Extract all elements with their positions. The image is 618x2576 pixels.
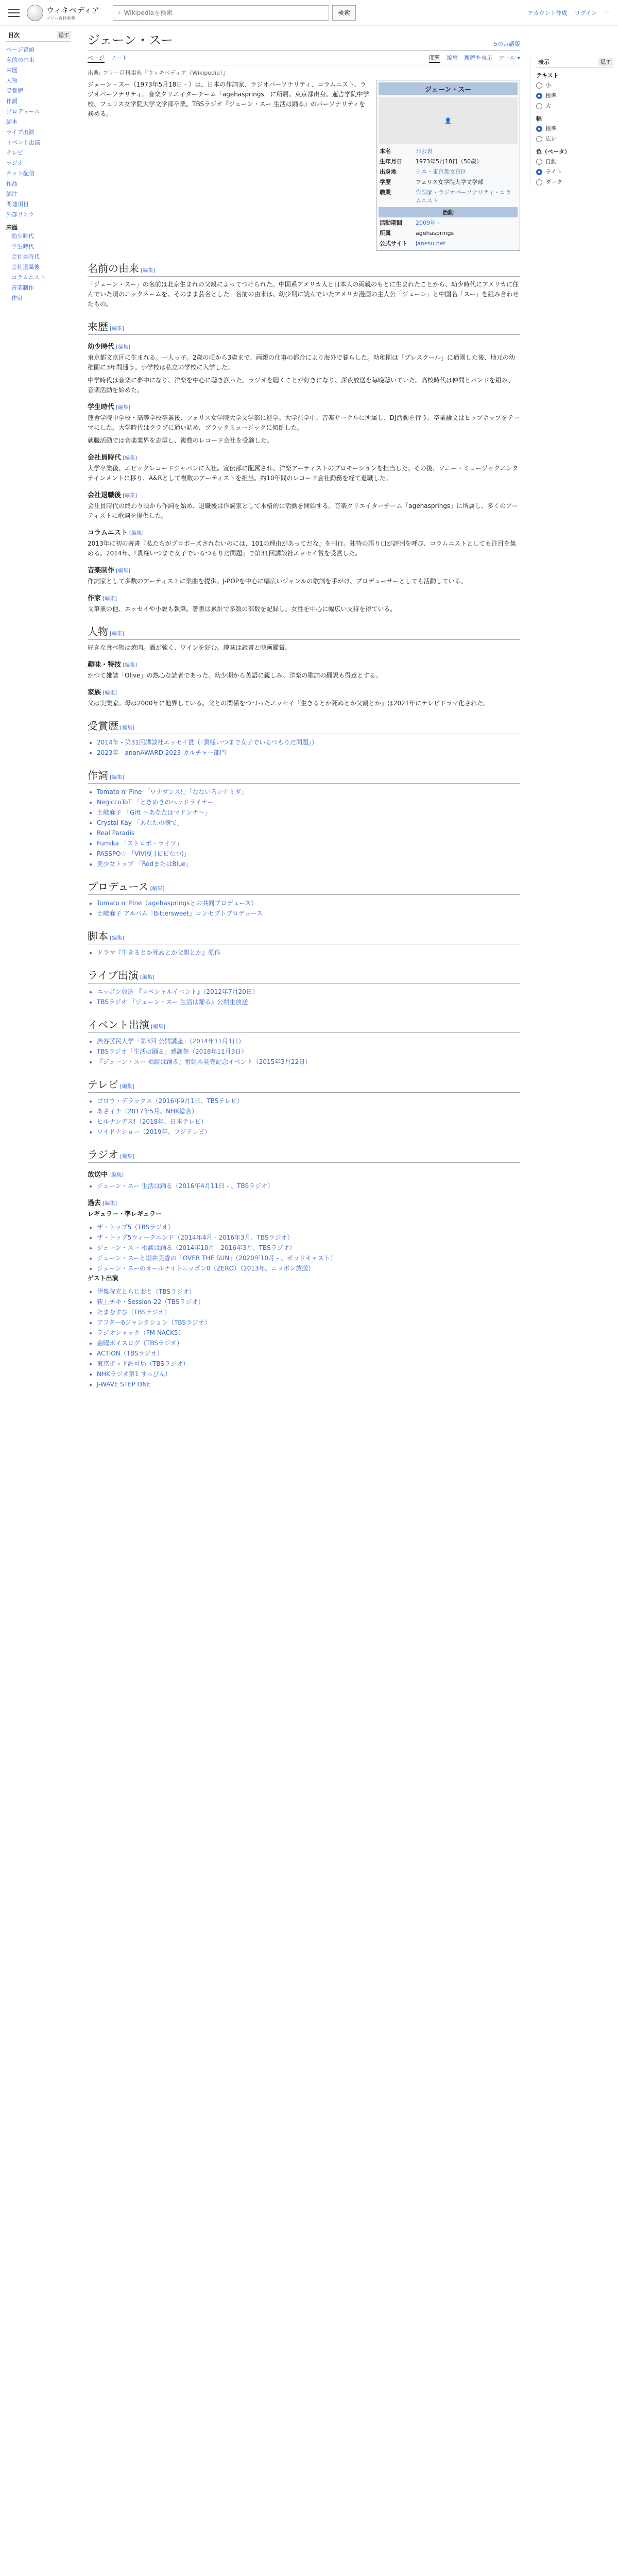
appearance-hide-button[interactable]: 隠す: [598, 58, 613, 66]
top-bar: [0, 0, 618, 26]
infobox-label: 公式サイト: [380, 240, 408, 247]
edit-link[interactable]: [編集]: [139, 268, 155, 274]
list-item[interactable]: • 美少女トップ 「RedまたはBlue」: [97, 859, 520, 869]
list-item[interactable]: • 2023年 - ananAWARD 2023 カルチャー部門: [97, 748, 520, 758]
section-heading: ラジオ [編集]: [88, 1146, 520, 1163]
article-sections: [88, 260, 520, 1389]
infobox-label: 生年月日: [380, 158, 402, 165]
infobox-row: [379, 146, 518, 156]
edit-link[interactable]: [編集]: [108, 326, 124, 332]
list-item[interactable]: • ジェーン・スーと堀井美香の「OVER THE SUN」（2020年10月 - 、ポッドキャスト）: [97, 1253, 520, 1263]
search-button[interactable]: 検索: [332, 5, 356, 21]
paragraph: 文筆業の他、エッセイや小説も執筆。著書は累計で多数の部数を記録し、女性を中心に幅広い支持を得ている。: [88, 605, 397, 613]
edit-link[interactable]: [編集]: [149, 1024, 165, 1030]
paragraph: 会社員時代の終わり頃から作詞を始め、退職後は作詞家として本格的に活動を開始する。音楽クリエイターチーム「agehasprings」に所属し、多くのアーティストに歌詞を提供した。: [88, 502, 518, 519]
portrait-placeholder: 👤: [379, 97, 518, 144]
radio-past-list: [97, 1222, 520, 1274]
radio-icon[interactable]: [536, 159, 542, 165]
radio-current-list: [97, 1181, 520, 1191]
paragraph: 東京都文京区に生まれる。一人っ子。2歳の頃から3歳まで、両親の仕事の都合により海外で暮らした。幼稚園は「ブレスクール」に通園した後、地元の幼稚園に3年間通う。小学校は私立の学校に入学した。: [88, 354, 515, 371]
list-item[interactable]: • Fumika 「ストロボ・ライツ」: [97, 838, 520, 849]
list-item[interactable]: • NHKラジオ第1 すっぴん!: [97, 1369, 520, 1379]
radio-guest-list: [97, 1286, 520, 1389]
list-item[interactable]: • あさイチ（2017年5月、NHK総合）: [97, 1106, 520, 1116]
list-item[interactable]: • 金曜ボイスログ（TBSラジオ）: [97, 1338, 520, 1348]
appearance-title: 表示: [538, 59, 550, 65]
list-item[interactable]: • 渋谷区民大学「第3回 公開講座」（2014年11月1日）: [97, 1036, 520, 1046]
toc-item[interactable]: 脚本: [6, 118, 18, 125]
article: [77, 26, 530, 1389]
edit-link[interactable]: [編集]: [101, 1201, 117, 1207]
option-color_opts[interactable]: ライト: [536, 167, 613, 177]
subsection-heading: 音楽制作 [編集]: [88, 567, 130, 574]
toc-sublist: [11, 231, 71, 303]
option-text_opts[interactable]: 標準: [536, 91, 613, 101]
list-item[interactable]: • ジェーン・スーのオールナイトニッポン0（ZERO）（2013年、ニッポン放送）: [97, 1263, 520, 1274]
list-item[interactable]: • TBSラジオ「生活は踊る」感謝祭（2018年11月3日）: [97, 1046, 520, 1057]
option-width_opts[interactable]: 標準: [536, 124, 613, 134]
toc-item[interactable]: 受賞歴: [6, 88, 23, 94]
more-menu-icon[interactable]: ⋯: [604, 8, 610, 15]
appearance-panel: [530, 26, 618, 1389]
toc-subitem[interactable]: 学生時代: [11, 243, 34, 250]
live-list: [97, 987, 520, 1007]
tab-page[interactable]: ページ: [88, 54, 105, 63]
list-item[interactable]: • Tomato n' Pine 「ワナダンス!」「なないろ☆ナミダ」: [97, 787, 520, 797]
edit-link[interactable]: [編集]: [114, 405, 130, 411]
infobox-value[interactable]: 2009年 -: [416, 219, 440, 226]
wikipedia-logo[interactable]: [27, 5, 99, 21]
infobox-value[interactable]: フェリス女学院大学文学部: [416, 179, 484, 185]
subsection-heading: 趣味・特技 [編集]: [88, 661, 137, 669]
tab-read[interactable]: 閲覧: [429, 54, 440, 63]
infobox-row: [379, 217, 518, 228]
subsection-heading: 会社員時代 [編集]: [88, 454, 137, 462]
toc-hide-button[interactable]: 隠す: [57, 31, 71, 39]
edit-link[interactable]: [編集]: [121, 493, 137, 499]
list-item[interactable]: • NegiccoToT 「ときめきのヘッドライナー」: [97, 797, 520, 807]
infobox: [376, 80, 520, 251]
user-links: [528, 9, 610, 17]
toc-subitem[interactable]: 会社退職後: [11, 264, 40, 270]
option-color_opts[interactable]: 自動: [536, 157, 613, 167]
infobox-title: ジェーン・スー: [379, 82, 518, 95]
tab-edit[interactable]: 編集: [447, 55, 458, 61]
edit-link[interactable]: [編集]: [148, 886, 165, 892]
toc-item[interactable]: ラジオ: [6, 160, 23, 166]
toc-item[interactable]: 脚注: [6, 191, 18, 197]
subsection-heading: コラムニスト [編集]: [88, 529, 144, 537]
paragraph: 「ジェーン・スー」の名前は北京生まれの父親によってつけられた。中国系アメリカ人と日本人の両親のもとに生まれたことから、幼少時代にアメリカに住んでいた頃のニックネームを、そのまま芸名とした。名前の由来は、幼少期に読んでいたアメリカ漫画の主人公「ジェーン」と中国名「スー」を組み合わせたもの。: [88, 281, 519, 308]
subsection-heading: 学生時代 [編集]: [88, 403, 130, 411]
list-item[interactable]: • ドラマ『生きるとか死ぬとか父親とか』原作: [97, 947, 520, 958]
list-item[interactable]: • 東京ポッド許可局（TBSラジオ）: [97, 1359, 520, 1369]
radio-guest-heading: ゲスト出演: [88, 1275, 118, 1282]
subsection-heading: 会社退職後 [編集]: [88, 492, 137, 499]
toc-sidebar: [0, 26, 77, 1389]
section-heading: 作詞 [編集]: [88, 767, 520, 784]
list-item[interactable]: • J-WAVE STEP ONE: [97, 1379, 520, 1389]
list-item[interactable]: • ラジオシャック（FM NACK5）: [97, 1328, 520, 1338]
toc-item[interactable]: ライブ出演: [6, 129, 35, 135]
subsection-heading: 幼少時代 [編集]: [88, 343, 130, 351]
toc-subitem[interactable]: 会社員時代: [11, 253, 40, 260]
section-heading: ライブ出演 [編集]: [88, 967, 520, 984]
section-heading: 来歴 [編集]: [88, 318, 520, 335]
paragraph: 父は実業家。母は2000年に他界している。父との関係をつづったエッセイ『生きるとか死ぬとか父親とか』は2021年にテレビドラマ化された。: [88, 700, 490, 707]
list-item[interactable]: • ザ・トップ5（TBSラジオ）: [97, 1222, 520, 1232]
paragraph: 2013年に初の著書『私たちがプロポーズされないのには、101の理由があってだな』を刊行。独特の語り口が評判を呼び、コラムニストとしても注目を集める。2014年、『貴様いつまで女子でいるつもりだ問題』で第31回講談社エッセイ賞を受賞した。: [88, 540, 517, 557]
toc-subitem[interactable]: コラムニスト: [11, 274, 45, 281]
infobox-label: 所属: [380, 230, 391, 236]
list-item[interactable]: • ワイドナショー（2019年、フジテレビ）: [97, 1127, 520, 1137]
list-item[interactable]: • 『ジェーン・スー 相談は踊る』番組本発売記念イベント（2015年3月22日）: [97, 1057, 520, 1067]
edit-link[interactable]: [編集]: [101, 596, 117, 602]
text-size-heading: テキスト: [536, 72, 559, 79]
globe-icon: [27, 5, 43, 21]
awards-list: [97, 737, 520, 758]
infobox-label: 職業: [380, 189, 391, 196]
infobox-row: [379, 166, 518, 177]
edit-link[interactable]: [編集]: [108, 631, 124, 637]
section-heading: 脚本 [編集]: [88, 928, 520, 944]
infobox-label: 活動期間: [380, 219, 402, 226]
toc-subhead: 来歴: [6, 224, 18, 231]
script-list: [97, 947, 520, 958]
list-item[interactable]: • Tomato n' Pine（agehaspringsとの共同プロデュース）: [97, 898, 520, 908]
search-input[interactable]: ⌕ Wikipediaを検索: [113, 5, 329, 21]
section-heading: プロデュース [編集]: [88, 878, 520, 895]
toc-item[interactable]: 関連項目: [6, 201, 29, 208]
section-heading: 人物 [編集]: [88, 623, 520, 640]
paragraph: 中学時代は音楽に夢中になり、洋楽を中心に聴き漁った。ラジオを聴くことが好きになり、深夜放送を毎晩聴いていた。高校時代は仲間とバンドを組み、音楽活動を始めた。: [88, 377, 514, 394]
paragraph: 蓮舎学院中学校・高等学校卒業後、フェリス女学院大学文学部に進学。大学在学中、音楽サークルに所属し、DJ活動を行う。卒業論文はヒップホップをテーマにした。大学時代はクラブに通い詰め、ブラックミュージックに傾倒した。: [88, 414, 520, 431]
list-item[interactable]: • 土岐麻子 「Gift ～あなたはマドンナ～」: [97, 807, 520, 818]
edit-link[interactable]: [編集]: [114, 568, 130, 574]
infobox-value[interactable]: agehasprings: [416, 229, 454, 236]
toc-list: [6, 45, 71, 220]
list-item[interactable]: • ジェーン・スー 生活は踊る（2016年4月11日 - 、TBSラジオ）: [97, 1181, 520, 1191]
toc-item[interactable]: 人物: [6, 77, 18, 84]
toc-item[interactable]: イベント出演: [6, 139, 40, 146]
list-item[interactable]: • 荻上チキ・Session-22（TBSラジオ）: [97, 1297, 520, 1307]
radio-icon[interactable]: [536, 93, 542, 99]
toc-item[interactable]: 作品: [6, 180, 18, 187]
list-item[interactable]: • 伊集院光とらじおと（TBSラジオ）: [97, 1286, 520, 1297]
radio-icon[interactable]: [536, 136, 542, 142]
option-text_opts[interactable]: 大: [536, 101, 613, 111]
tv-list: [97, 1096, 520, 1137]
toc-subitem[interactable]: 作家: [11, 295, 23, 301]
list-item[interactable]: • ザ・トップ5ウィークエンド（2014年4月 - 2016年3月、TBSラジオ）: [97, 1232, 520, 1243]
edit-link[interactable]: [編集]: [121, 663, 137, 668]
subsection-heading: 作家 [編集]: [88, 595, 117, 602]
radio-icon[interactable]: [536, 179, 542, 185]
main-menu-icon[interactable]: [8, 9, 20, 17]
create-account-link[interactable]: アカウント作成: [527, 9, 568, 16]
section-heading: テレビ [編集]: [88, 1076, 520, 1093]
list-item[interactable]: • ACTION（TBSラジオ）: [97, 1348, 520, 1359]
option-color_opts[interactable]: ダーク: [536, 177, 613, 188]
infobox-value[interactable]: 日本・東京都文京区: [416, 168, 467, 175]
toc-item[interactable]: 作詞: [6, 98, 18, 105]
infobox-label: 学歴: [380, 179, 391, 185]
paragraph: 作詞家として多数のアーティストに楽曲を提供。J-POPを中心に幅広いジャンルの歌詞を手がけ、プロデューサーとしても活動している。: [88, 578, 467, 585]
radio-sub-heading: レギュラー・準レギュラー: [88, 1210, 162, 1217]
logo-title: ウィキペディア: [46, 5, 99, 15]
list-item[interactable]: • アフター6ジャンクション（TBSラジオ）: [97, 1317, 520, 1328]
radio-icon[interactable]: [536, 169, 542, 175]
list-item[interactable]: • Crystal Kay 「あなたの傍で」: [97, 818, 520, 828]
edit-link[interactable]: [編集]: [127, 531, 144, 536]
toc-item[interactable]: プロデュース: [6, 108, 40, 115]
infobox-table-2: [379, 217, 518, 248]
infobox-row: [379, 187, 518, 206]
color-heading: 色（ベータ）: [536, 148, 570, 155]
toc-item[interactable]: 名前の由来: [6, 57, 35, 63]
list-item[interactable]: • 2014年 - 第31回講談社エッセイ賞（『貴様いつまで女子でいるつもりだ問題』）: [97, 737, 520, 748]
paragraph: 就職活動では音楽業界を志望し、複数のレコード会社を受験した。: [88, 437, 273, 444]
infobox-section: 活動: [379, 207, 518, 217]
infobox-row: [379, 156, 518, 166]
option-text_opts[interactable]: 小: [536, 80, 613, 91]
login-link[interactable]: ログイン: [574, 9, 597, 16]
list-item[interactable]: • ニッポン放送 『スペシャルイベント』（2012年7月20日）: [97, 987, 520, 997]
subsection-heading: 放送中 [編集]: [88, 1171, 124, 1179]
toc-subitem[interactable]: 幼少時代: [11, 233, 34, 240]
search-icon: ⌕: [117, 9, 121, 16]
edit-link[interactable]: [編集]: [108, 775, 124, 781]
radio-icon[interactable]: [536, 126, 542, 132]
list-item[interactable]: • PASSPO☆ 「ViVi夏 (ビビなつ)」: [97, 849, 520, 859]
paragraph: 大学卒業後、エピックレコードジャパンに入社。宣伝部に配属され、洋楽アーティストのプロモーションを担当した。その後、ソニー・ミュージックエンタテインメントに移り、A&Rとして複数のアーティストを担当。約10年間のレコード会社勤務を経て退職した。: [88, 465, 519, 482]
infobox-value[interactable]: 非公表: [416, 148, 433, 155]
edit-link[interactable]: [編集]: [101, 690, 117, 696]
page-tabs: [88, 54, 520, 65]
tab-talk[interactable]: ノート: [110, 55, 128, 61]
produce-list: [97, 898, 520, 919]
edit-link[interactable]: [編集]: [114, 345, 130, 350]
list-item[interactable]: • ジェーン・スー 相談は踊る（2014年10月 - 2016年3月、TBSラジオ）: [97, 1243, 520, 1253]
option-width_opts[interactable]: 広い: [536, 134, 613, 144]
language-button[interactable]: 5の言語版: [494, 41, 520, 47]
list-item[interactable]: • 土岐麻子 アルバム『Bittersweet』コンセプトプロデュース: [97, 908, 520, 919]
section-heading: 名前の由来 [編集]: [88, 260, 520, 277]
toc-item[interactable]: テレビ: [6, 149, 23, 156]
radio-icon[interactable]: [536, 103, 542, 109]
infobox-value[interactable]: 1973年5月18日（50歳）: [416, 158, 482, 165]
toc-item[interactable]: ネット配信: [6, 170, 35, 177]
toc-item[interactable]: 外部リンク: [6, 211, 35, 218]
subsection-heading: 過去 [編集]: [88, 1199, 117, 1207]
infobox-label: 出身地: [380, 168, 397, 175]
edit-link[interactable]: [編集]: [121, 455, 137, 461]
infobox-label: 本名: [380, 148, 391, 155]
subsection-heading: 家族 [編集]: [88, 689, 117, 697]
list-item[interactable]: • ゴロウ・デラックス（2016年9月1日、TBSテレビ）: [97, 1096, 520, 1106]
edit-link[interactable]: [編集]: [108, 936, 124, 941]
edit-link[interactable]: [編集]: [108, 1173, 124, 1178]
source-note: 出典: フリー百科事典『ウィキペディア（Wikipedia）』: [88, 70, 229, 76]
event-list: [97, 1036, 520, 1067]
lyrics-list: [97, 787, 520, 869]
list-item[interactable]: • たまむすび（TBSラジオ）: [97, 1307, 520, 1317]
logo-subtitle: フリー百科事典: [46, 15, 75, 21]
infobox-row: [379, 228, 518, 238]
list-item[interactable]: • Real Paradis: [97, 828, 520, 838]
toc-item[interactable]: 来歴: [6, 67, 18, 74]
edit-link[interactable]: [編集]: [138, 975, 154, 980]
section-heading: 受賞歴 [編集]: [88, 718, 520, 734]
section-heading: イベント出演 [編集]: [88, 1016, 520, 1033]
radio-icon[interactable]: [536, 82, 542, 89]
list-item[interactable]: • TBSラジオ 『ジェーン・スー 生活は踊る』公開生放送: [97, 997, 520, 1007]
tab-history[interactable]: 履歴を表示: [464, 55, 493, 61]
edit-link[interactable]: [編集]: [118, 725, 134, 731]
tab-tools[interactable]: ツール ▾: [499, 55, 520, 61]
infobox-row: [379, 238, 518, 248]
toc-title: 目次: [8, 32, 20, 39]
infobox-value[interactable]: janesu.net: [416, 240, 445, 247]
width-heading: 幅: [536, 115, 542, 122]
page-title: ジェーン・スー: [88, 33, 173, 47]
edit-link[interactable]: [編集]: [118, 1154, 134, 1160]
intro-paragraph: ジェーン・スー（1973年5月18日 - ）は、日本の作詞家、ラジオパーソナリティ、コラムニスト、ラジオパーソナリティ。音楽クリエイターチーム「agehasprings」に所属。東京都出身。蓮舎学院中学校、フェリス女学院大学文学部卒業。TBSラジオ『ジェーン・スー 生活は踊る』のパーソナリティを務める。: [88, 81, 369, 117]
infobox-row: [379, 177, 518, 187]
toc-item[interactable]: ページ冒頭: [6, 46, 35, 53]
list-item[interactable]: • ヒルナンデス!（2018年、日本テレビ）: [97, 1116, 520, 1127]
toc-subitem[interactable]: 音楽制作: [11, 284, 34, 291]
infobox-table: [379, 146, 518, 206]
paragraph: かつて雑誌「Olive」の熱心な読者であった。幼少期から英語に親しみ、洋楽の歌詞の翻訳も得意とする。: [88, 672, 382, 679]
paragraph: 好きな食べ物は焼肉。酒が強く、ワインを好む。趣味は読書と映画鑑賞。: [88, 644, 291, 651]
infobox-value[interactable]: 作詞家・ラジオパーソナリティ・コラムニスト: [416, 189, 511, 204]
edit-link[interactable]: [編集]: [118, 1084, 134, 1090]
